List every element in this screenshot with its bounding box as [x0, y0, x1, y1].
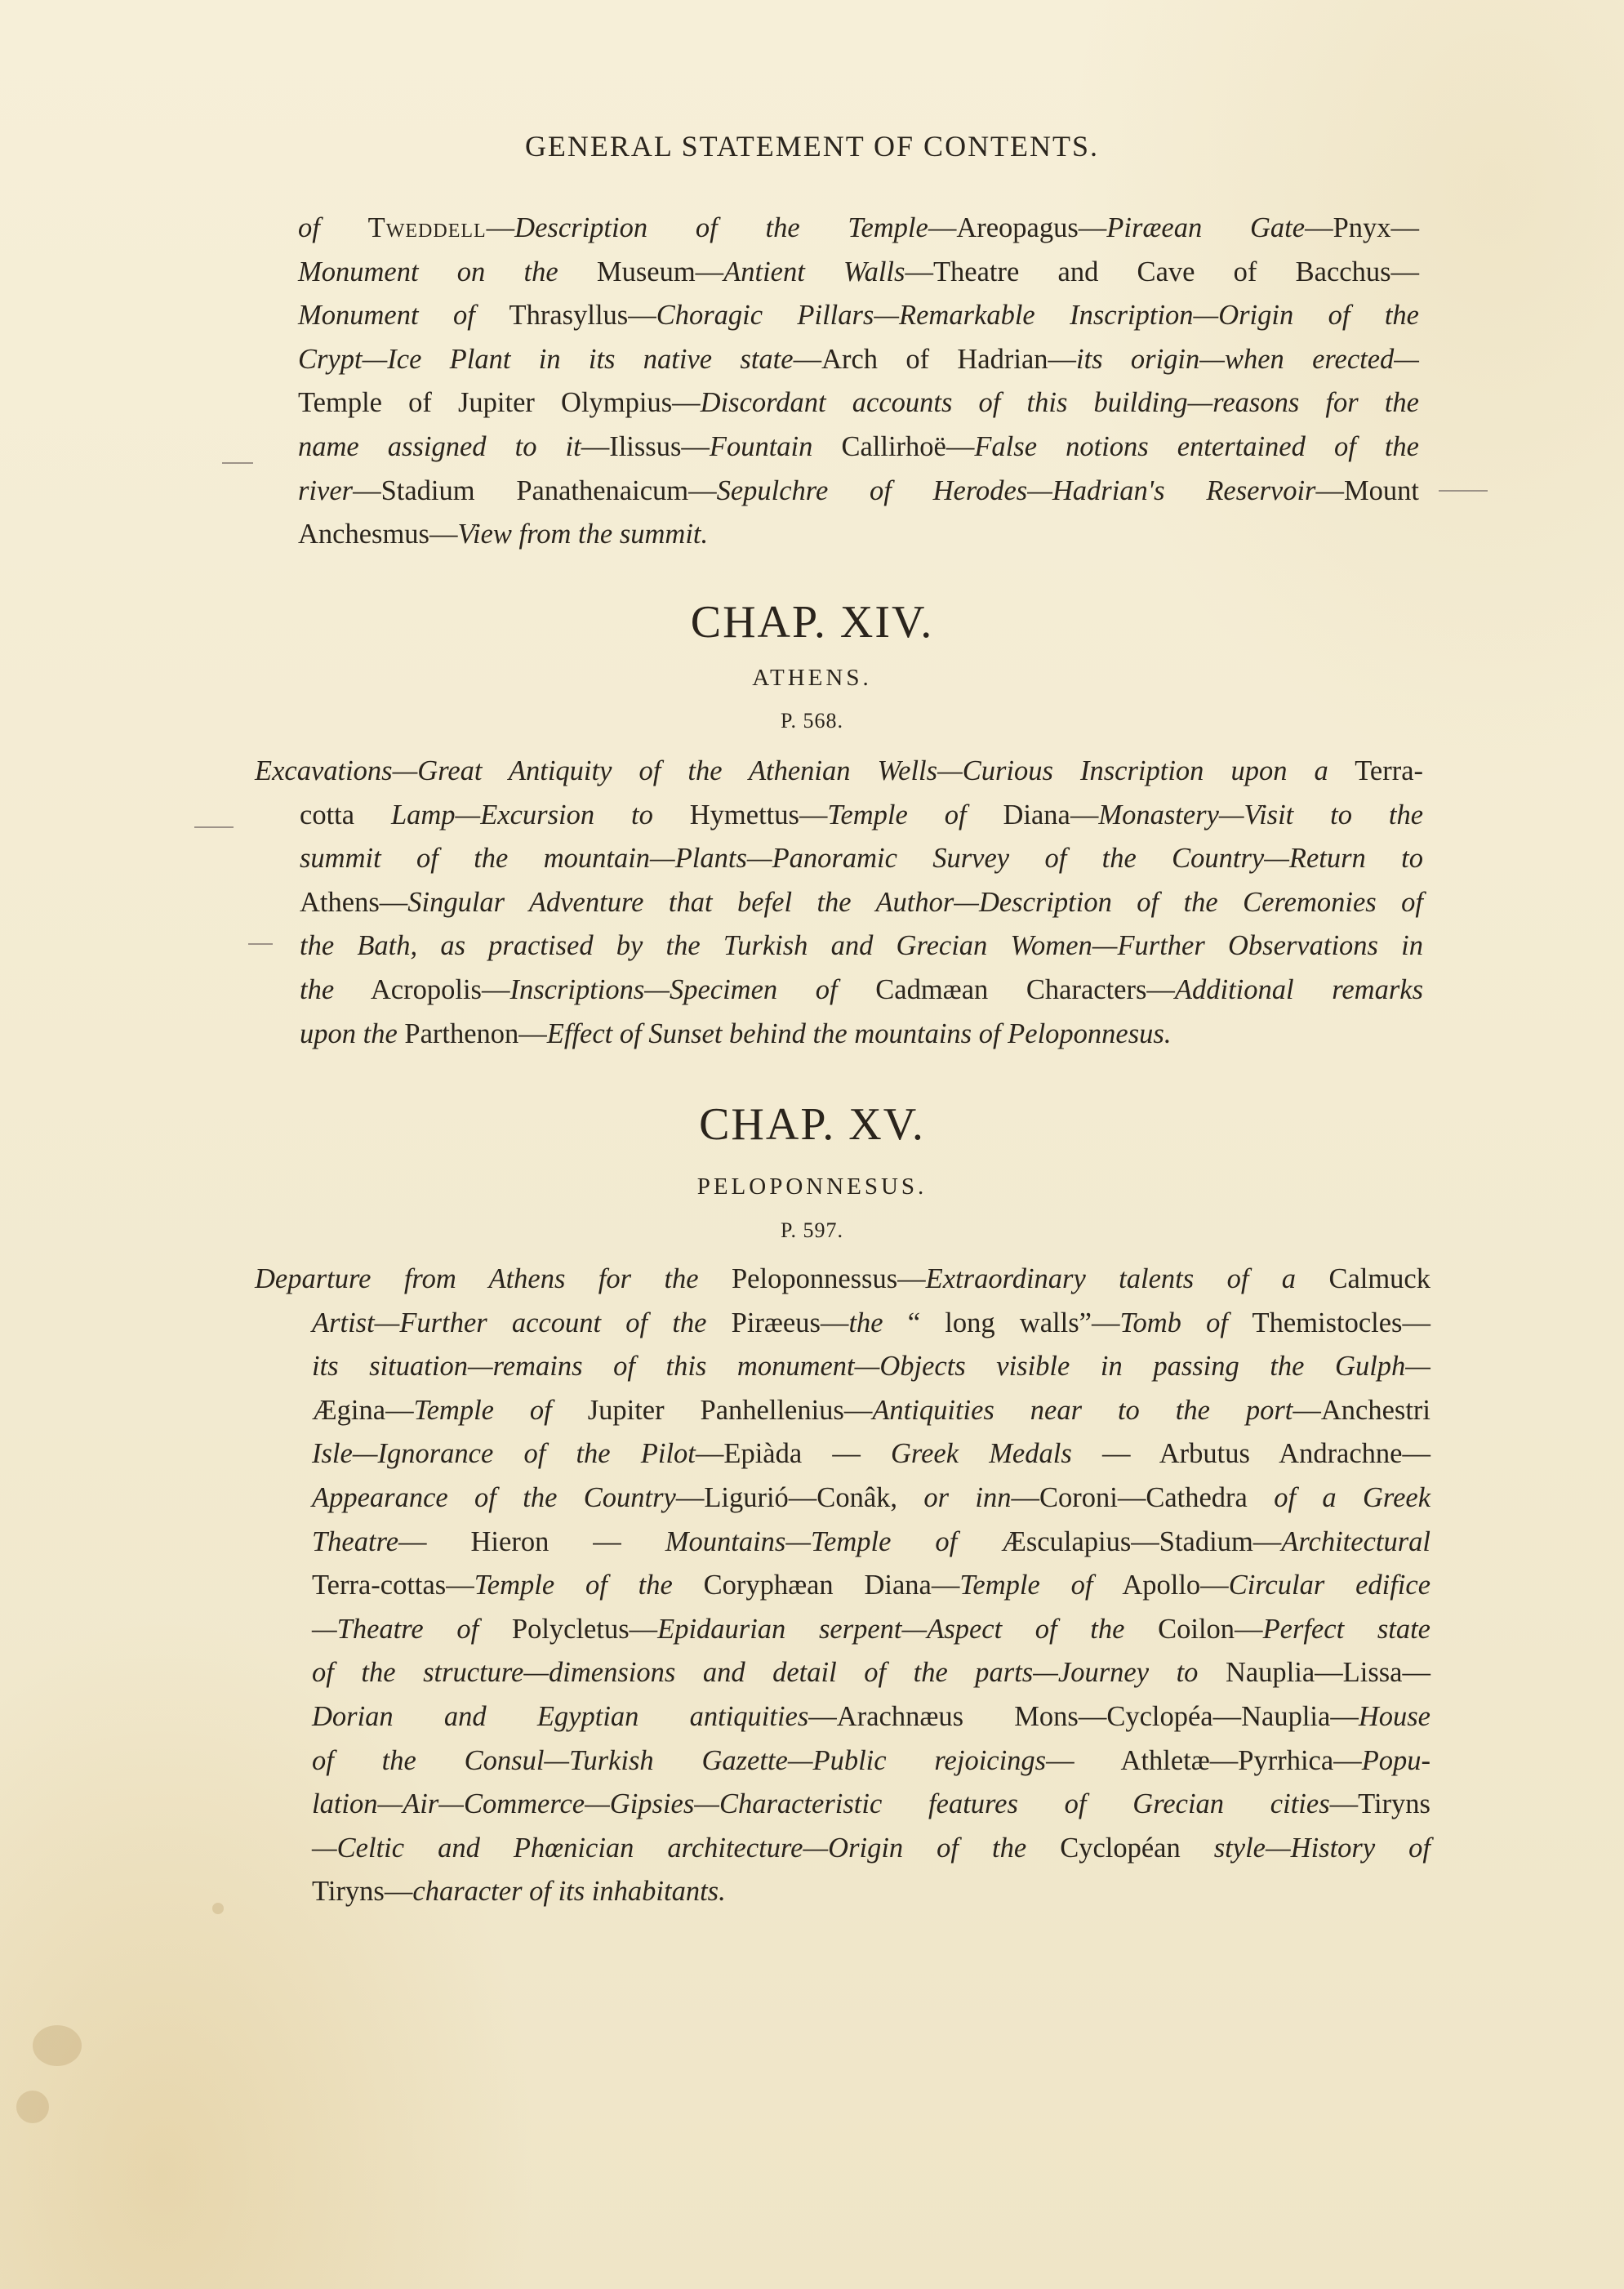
text-run: Tiryns—: [312, 1876, 413, 1908]
text-run: —Celtic and Phœnician architecture—Origin of the: [312, 1832, 1027, 1864]
text-run: summit of the mountain—Plants—Panoramic Survey of the Country—Return to: [300, 843, 1423, 875]
margin-mark: [194, 826, 234, 828]
text-run: cotta: [300, 799, 391, 831]
text-run: Polycletus—: [478, 1613, 658, 1645]
text-line: [255, 794, 1423, 838]
text-run: Terra-: [1328, 755, 1423, 786]
text-line: [255, 1695, 1430, 1739]
text-run: — Hieron —: [398, 1525, 665, 1557]
text-run: Themistocles—: [1227, 1307, 1430, 1338]
text-run: —Tiryns: [1329, 1788, 1430, 1820]
text-run: Departure from Athens for the: [255, 1263, 699, 1294]
text-run: the Bath, as practised by the Turkish and Grecian Women—Further Observations in: [300, 930, 1423, 962]
text-run: Ægina—: [312, 1394, 414, 1426]
text-run: —Pnyx—: [1305, 212, 1419, 243]
text-run: Thrasyllus—: [474, 300, 656, 332]
text-run: Museum—: [558, 256, 724, 287]
text-run: Isle—Ignorance of the Pilot: [312, 1438, 696, 1470]
text-run: Callirhoë—: [812, 430, 975, 462]
text-run: Cyclopéan: [1026, 1832, 1214, 1864]
chapter-14-title: CHAP. XIV.: [690, 597, 934, 648]
text-line: [255, 924, 1423, 969]
text-run: Extraordinary talents of a: [925, 1263, 1297, 1294]
text-line: [298, 207, 1419, 251]
text-run: its origin—when erected—: [1076, 343, 1419, 375]
text-run: —Mount: [1315, 474, 1419, 506]
text-run: “ long walls”—: [883, 1307, 1120, 1338]
text-line: [255, 837, 1423, 881]
text-run: — Athletæ—Pyrrhica—: [1046, 1744, 1362, 1776]
text-run: Appearance of the Country: [312, 1481, 676, 1513]
text-run: —Theatre of: [312, 1613, 479, 1645]
text-line: [255, 881, 1423, 925]
text-run: lation—Air—Commerce—Gipsies—Characteristic features of Grecian cities: [312, 1788, 1330, 1820]
text-run: Artist—Further account of the: [312, 1307, 707, 1338]
text-run: —Stadium Panathenaicum—: [353, 474, 717, 506]
text-run: —Coroni—Cathedra: [1011, 1481, 1275, 1513]
text-run: Terra-cottas—: [312, 1570, 474, 1601]
chapter-15-subject: PELOPONNESUS.: [696, 1173, 928, 1200]
text-run: —Arachnæus Mons—Cyclopéa—Nauplia—: [808, 1700, 1359, 1732]
text-line: [298, 513, 1419, 557]
text-line: [298, 425, 1419, 470]
text-run: Epidaurian serpent—Aspect of the: [657, 1613, 1125, 1645]
text-run: Temple of Jupiter Olympius—: [298, 387, 701, 419]
text-run: Choragic Pillars—Remarkable Inscription—Origin of the: [656, 300, 1419, 332]
chapter-15-title: CHAP. XV.: [699, 1099, 925, 1150]
text-run: False notions entertained of the: [974, 430, 1419, 462]
margin-mark: [1439, 490, 1488, 492]
text-run: Excavations—Great Antiquity of the Athenian Wells—Curious Inscription upon a: [255, 755, 1328, 786]
running-head: GENERAL STATEMENT OF CONTENTS.: [524, 130, 1100, 163]
text-run: —Areopagus—: [928, 212, 1107, 243]
text-run: —Ligurió—Conâk,: [675, 1481, 924, 1513]
text-run: Monument on the: [298, 256, 558, 287]
text-run: Temple of: [413, 1394, 552, 1426]
text-line: [255, 1389, 1430, 1433]
text-run: Monastery—Visit to the: [1098, 799, 1424, 831]
text-run: Architectural: [1281, 1525, 1430, 1557]
text-line: [255, 1258, 1430, 1302]
text-run: Singular Adventure that befel the Author—Description of the Ceremonies of: [407, 886, 1423, 918]
text-run: Dorian and Egyptian antiquities: [312, 1700, 809, 1732]
text-run: Antient Walls: [723, 256, 905, 287]
margin-mark: [222, 462, 253, 464]
text-run: character of its inhabitants.: [412, 1876, 726, 1908]
text-run: —Ilissus—: [581, 430, 710, 462]
text-run: Additional remarks: [1174, 973, 1423, 1005]
text-run: Popu-: [1361, 1744, 1431, 1776]
text-run: Coilon—: [1124, 1613, 1263, 1645]
text-line: [298, 294, 1419, 338]
text-run: Calmuck: [1296, 1263, 1430, 1294]
text-run: Sepulchre of Herodes—Hadrian's Reservoir: [716, 474, 1316, 506]
chapter-14-page-ref: P. 568.: [780, 709, 844, 733]
text-line: [255, 969, 1423, 1013]
text-line: [298, 251, 1419, 295]
text-line: [255, 1432, 1430, 1476]
text-run: Mountains—Temple of: [665, 1525, 958, 1557]
text-run: Jupiter Panhellenius—: [551, 1394, 873, 1426]
chapter-14-subject: ATHENS.: [752, 665, 872, 691]
text-run: Temple of the: [474, 1570, 673, 1601]
text-run: Fountain: [709, 430, 813, 462]
text-run: its situation—remains of this monument—Objects visible in passing the Gulph—: [312, 1351, 1430, 1383]
text-run: Cadmæan Characters—: [837, 973, 1175, 1005]
text-run: House: [1358, 1700, 1430, 1732]
text-run: — Arbutus Andrachne—: [1071, 1438, 1430, 1470]
chapter-15-summary: [255, 1258, 1430, 1914]
text-run: Nauplia—Lissa—: [1198, 1657, 1430, 1689]
text-run: Peloponnessus—: [698, 1263, 926, 1294]
text-run: Crypt—Ice Plant in its native state: [298, 343, 794, 375]
text-run: —Theatre and Cave of Bacchus—: [905, 256, 1420, 287]
text-run: Monument of: [298, 300, 475, 332]
text-run: Athens—: [300, 886, 408, 918]
text-run: Apollo—: [1092, 1570, 1229, 1601]
intro-paragraph: [298, 207, 1419, 557]
text-run: Tweddell: [367, 212, 487, 243]
text-run: or inn: [923, 1481, 1012, 1513]
text-run: Theatre: [312, 1525, 399, 1557]
text-run: Circular edifice: [1228, 1570, 1431, 1601]
text-run: [320, 212, 368, 243]
text-run: Parthenon—: [397, 1018, 547, 1049]
foxing-spot: [33, 2025, 82, 2066]
text-run: Temple of: [959, 1570, 1093, 1601]
text-run: Lamp—Excursion to: [390, 799, 653, 831]
text-run: the: [848, 1307, 883, 1338]
text-run: Piræeus—: [706, 1307, 849, 1338]
text-line: [255, 1651, 1430, 1695]
text-run: Piræean Gate: [1106, 212, 1306, 243]
text-run: of: [298, 212, 320, 243]
text-line: [298, 470, 1419, 514]
text-line: [255, 1608, 1430, 1652]
foxing-spot: [16, 2091, 49, 2123]
text-line: [255, 1476, 1430, 1521]
text-run: the: [300, 973, 335, 1005]
text-line: [298, 338, 1419, 382]
text-run: —Arch of Hadrian—: [793, 343, 1077, 375]
text-line: [255, 1739, 1430, 1784]
text-run: of a Greek: [1274, 1481, 1431, 1513]
text-run: river: [298, 474, 354, 506]
text-run: Discordant accounts of this building—reasons for the: [700, 387, 1419, 419]
text-line: [255, 1827, 1430, 1871]
text-run: name assigned to it: [298, 430, 581, 462]
text-line: [255, 1013, 1423, 1057]
chapter-15-page-ref: P. 597.: [780, 1218, 844, 1242]
text-line: [255, 1521, 1430, 1565]
text-run: Æsculapius—Stadium—: [957, 1525, 1282, 1557]
text-run: Diana—: [966, 799, 1099, 831]
text-run: Antiquities near to the port: [872, 1394, 1293, 1426]
text-run: style—History of: [1213, 1832, 1430, 1864]
text-run: Tomb of: [1119, 1307, 1228, 1338]
text-line: [298, 381, 1419, 425]
text-line: [255, 750, 1423, 794]
text-run: Hymettus—: [652, 799, 828, 831]
text-run: Effect of Sunset behind the mountains of Peloponnesus.: [546, 1018, 1172, 1049]
text-line: [255, 1870, 1430, 1914]
text-run: of the structure—dimensions and detail of the parts—Journey to: [312, 1657, 1199, 1689]
text-run: Temple of: [827, 799, 967, 831]
text-run: of the Consul—Turkish Gazette—Public rejoicings: [312, 1744, 1047, 1776]
text-run: Greek Medals: [891, 1438, 1072, 1470]
text-line: [255, 1345, 1430, 1389]
text-run: Perfect state: [1262, 1613, 1430, 1645]
text-run: —Anchestri: [1293, 1394, 1430, 1426]
chapter-14-summary: [255, 750, 1423, 1056]
text-line: [255, 1783, 1430, 1827]
text-line: [255, 1302, 1430, 1346]
text-run: View from the summit.: [457, 519, 709, 550]
text-run: Inscriptions—Specimen of: [509, 973, 838, 1005]
text-run: —Epiàda —: [695, 1438, 892, 1470]
text-run: upon the: [300, 1018, 398, 1049]
text-run: Coryphæan Diana—: [672, 1570, 960, 1601]
text-run: —: [486, 212, 515, 243]
text-run: Acropolis—: [334, 973, 510, 1005]
foxing-spot: [212, 1903, 224, 1914]
text-run: Anchesmus—: [298, 519, 458, 550]
text-run: Description of the Temple: [514, 212, 928, 243]
text-line: [255, 1564, 1430, 1608]
